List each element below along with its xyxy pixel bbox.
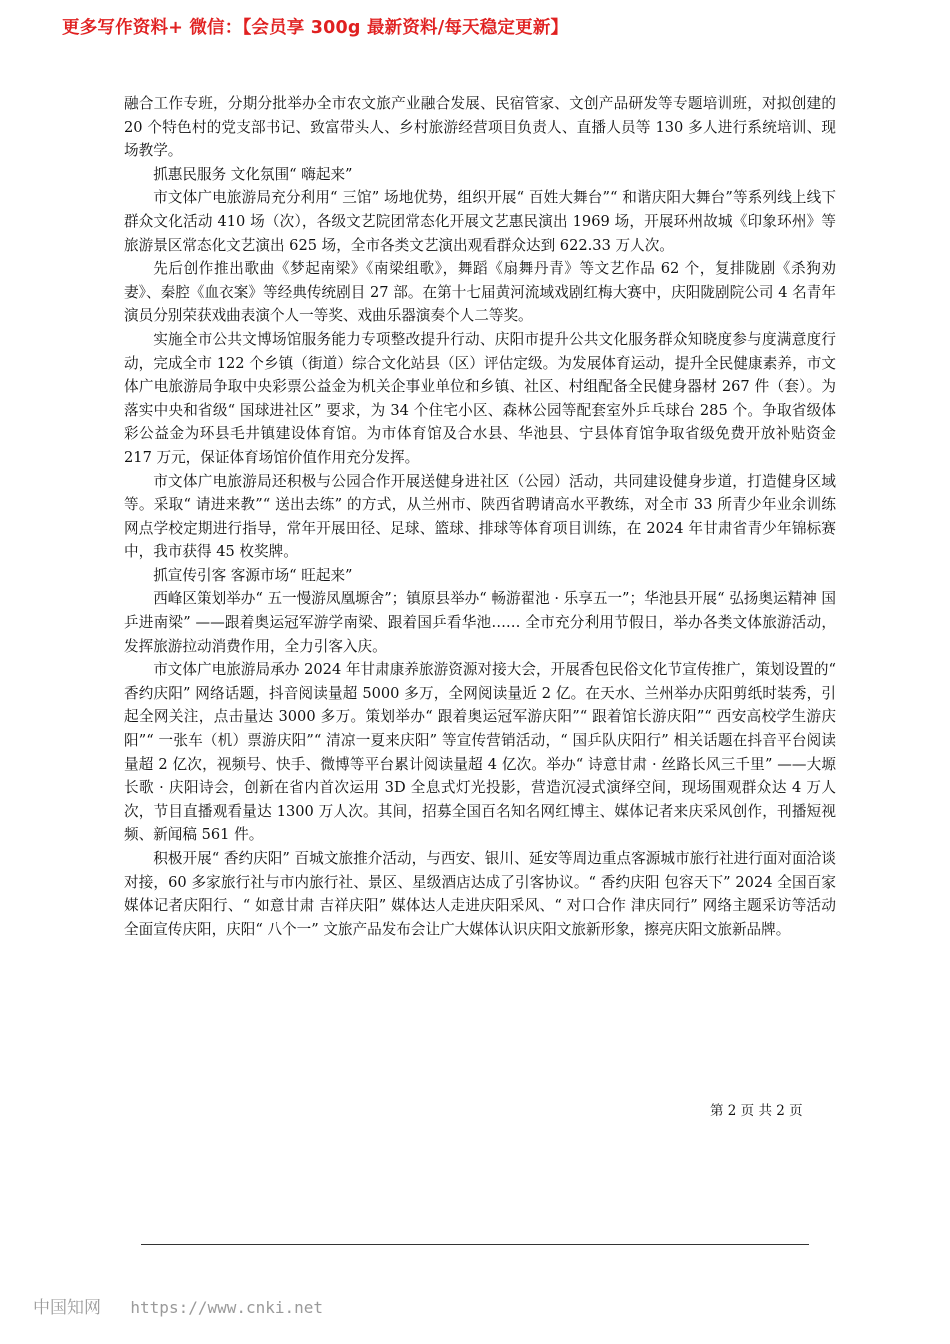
watermark-name: 中国知网 xyxy=(33,1298,101,1318)
paragraph-city-promotion: 积极开展“ 香约庆阳” 百城文旅推介活动，与西安、银川、延安等周边重点客源城市旅行社进行面对面洽谈对接，60 多家旅行社与市内旅行社、景区、星级酒店达成了引客协议。“ 香约庆阳 包容天下” 2024 全国百家媒体记者庆阳行、“ 如意甘肃 吉祥庆阳” 媒体达人走进庆阳采风、“ 对口合作 津庆同行” 网络主题采访等活动全面宣传庆阳，庆阳“ 八个一” 文旅产品发布会让广大媒体认识庆阳文旅新形象，擦亮庆阳文旅新品牌。 xyxy=(124,850,836,938)
paragraph-fitness: 市文体广电旅游局还积极与公园合作开展送健身进社区（公园）活动，共同建设健身步道，打造健身区域等。采取“ 请进来教”“ 送出去练” 的方式，从兰州市、陕西省聘请高水平教练，对全市 33 所青少年业余训练网点学校定期进行指导，常年开展田径、足球、篮球、排球等体育项目训练，在 2024 年甘肃省青少年锦标赛中，我市获得 45 枚奖牌。 xyxy=(124,472,836,561)
promo-banner: 更多写作资料+ 微信：【会员享 300g 最新资料/每天稳定更新】 xyxy=(62,18,569,38)
section-heading-promotion: 抓宣传引客 客源市场“ 旺起来” xyxy=(153,566,353,584)
paragraph-culture-activities: 市文体广电旅游局充分利用“ 三馆” 场地优势，组织开展“ 百姓大舞台”“ 和谐庆阳大舞台”等系列线上线下群众文化活动 410 场（次），各级文艺院团常态化开展文艺惠民演出 1969 场，开展环州故城《印象环州》等旅游景区常态化文艺演出 625 场，全市各类文艺演出观看群众达到 622.33 万人次。 xyxy=(124,189,836,254)
footer-divider xyxy=(141,1244,809,1245)
section-heading-culture: 抓惠民服务 文化氛围“ 嗨起来” xyxy=(153,165,353,183)
paragraph-art-works: 先后创作推出歌曲《梦起南梁》《南梁组歌》，舞蹈《扇舞丹青》等文艺作品 62 个，复排陇剧《杀狗劝妻》、秦腔《血衣案》等经典传统剧目 27 部。在第十七届黄河流域戏剧红梅大赛中，庆阳陇剧院公司 4 名青年演员分别荣获戏曲表演个人一等奖、戏曲乐器演奏个人二等奖。 xyxy=(124,260,836,325)
paragraph-holiday-events: 西峰区策划举办“ 五一慢游凤凰塬舍”；镇原县举办“ 畅游翟池 · 乐享五一”；华池县开展“ 弘扬奥运精神 国乒进南梁” ——跟着奥运冠军游学南梁、跟着国乒看华池…… 全市充分利用节假日，举办各类文体旅游活动，发挥旅游拉动消费作用，全力引客入庆。 xyxy=(124,590,836,655)
paragraph-training-continuation: 融合工作专班，分期分批举办全市农文旅产业融合发展、民宿管家、文创产品研发等专题培训班，对拟创建的 20 个特色村的党支部书记、致富带头人、乡村旅游经营项目负责人、直播人员等 130 多人进行系统培训、现场教学。 xyxy=(124,95,836,160)
paragraph-public-services: 实施全市公共文博场馆服务能力专项整改提升行动、庆阳市提升公共文化服务群众知晓度参与度满意度行动，完成全市 122 个乡镇（街道）综合文化站县（区）评估定级。为发展体育运动，提升全民健康素养，市文体广电旅游局争取中央彩票公益金为机关企事业单位和乡镇、社区、村组配备全民健身器材 267 件（套）。为落实中央和省级“ 国球进社区” 要求，为 34 个住宅小区、森林公园等配套室外乒乓球台 285 个。争取省级体彩公益金为环县毛井镇建设体育馆。为市体育馆及合水县、华池县、宁县体育馆争取省级免费开放补贴资金 217 万元，保证体育场馆价值作用充分发挥。 xyxy=(124,330,836,466)
cnki-watermark xyxy=(33,1293,323,1318)
paragraph-marketing: 市文体广电旅游局承办 2024 年甘肃康养旅游资源对接大会，开展香包民俗文化节宣传推广，策划设置的“ 香约庆阳” 网络话题，抖音阅读量超 5000 多万，全网阅读量近 2 亿。在天水、兰州举办庆阳剪纸时装秀，引起全网关注，点击量达 3000 多万。策划举办“ 跟着奥运冠军游庆阳”“ 跟着馆长游庆阳”“ 西安高校学生游庆阳”“ 一张车（机）票游庆阳”“ 清凉一夏来庆阳” 等宣传营销活动，“ 国乒队庆阳行” 相关话题在抖音平台阅读量超 2 亿次，视频号、快手、微博等平台累计阅读量超 4 亿次。举办“ 诗意甘肃 · 丝路长风三千里” ——大塬长歌 · 庆阳诗会，创新在省内首次运用 3D 全息式灯光投影，营造沉浸式演绎空间，现场围观群众达 4 万人次，节目直播观看量达 1300 万人次。其间，招募全国百名知名网红博主、媒体记者来庆采风创作，刊播短视频、新闻稿 561 件。 xyxy=(124,661,836,844)
document-body xyxy=(124,92,836,941)
page-number: 第 2 页 共 2 页 xyxy=(710,1103,803,1119)
watermark-url: https://www.cnki.net xyxy=(130,1298,324,1317)
